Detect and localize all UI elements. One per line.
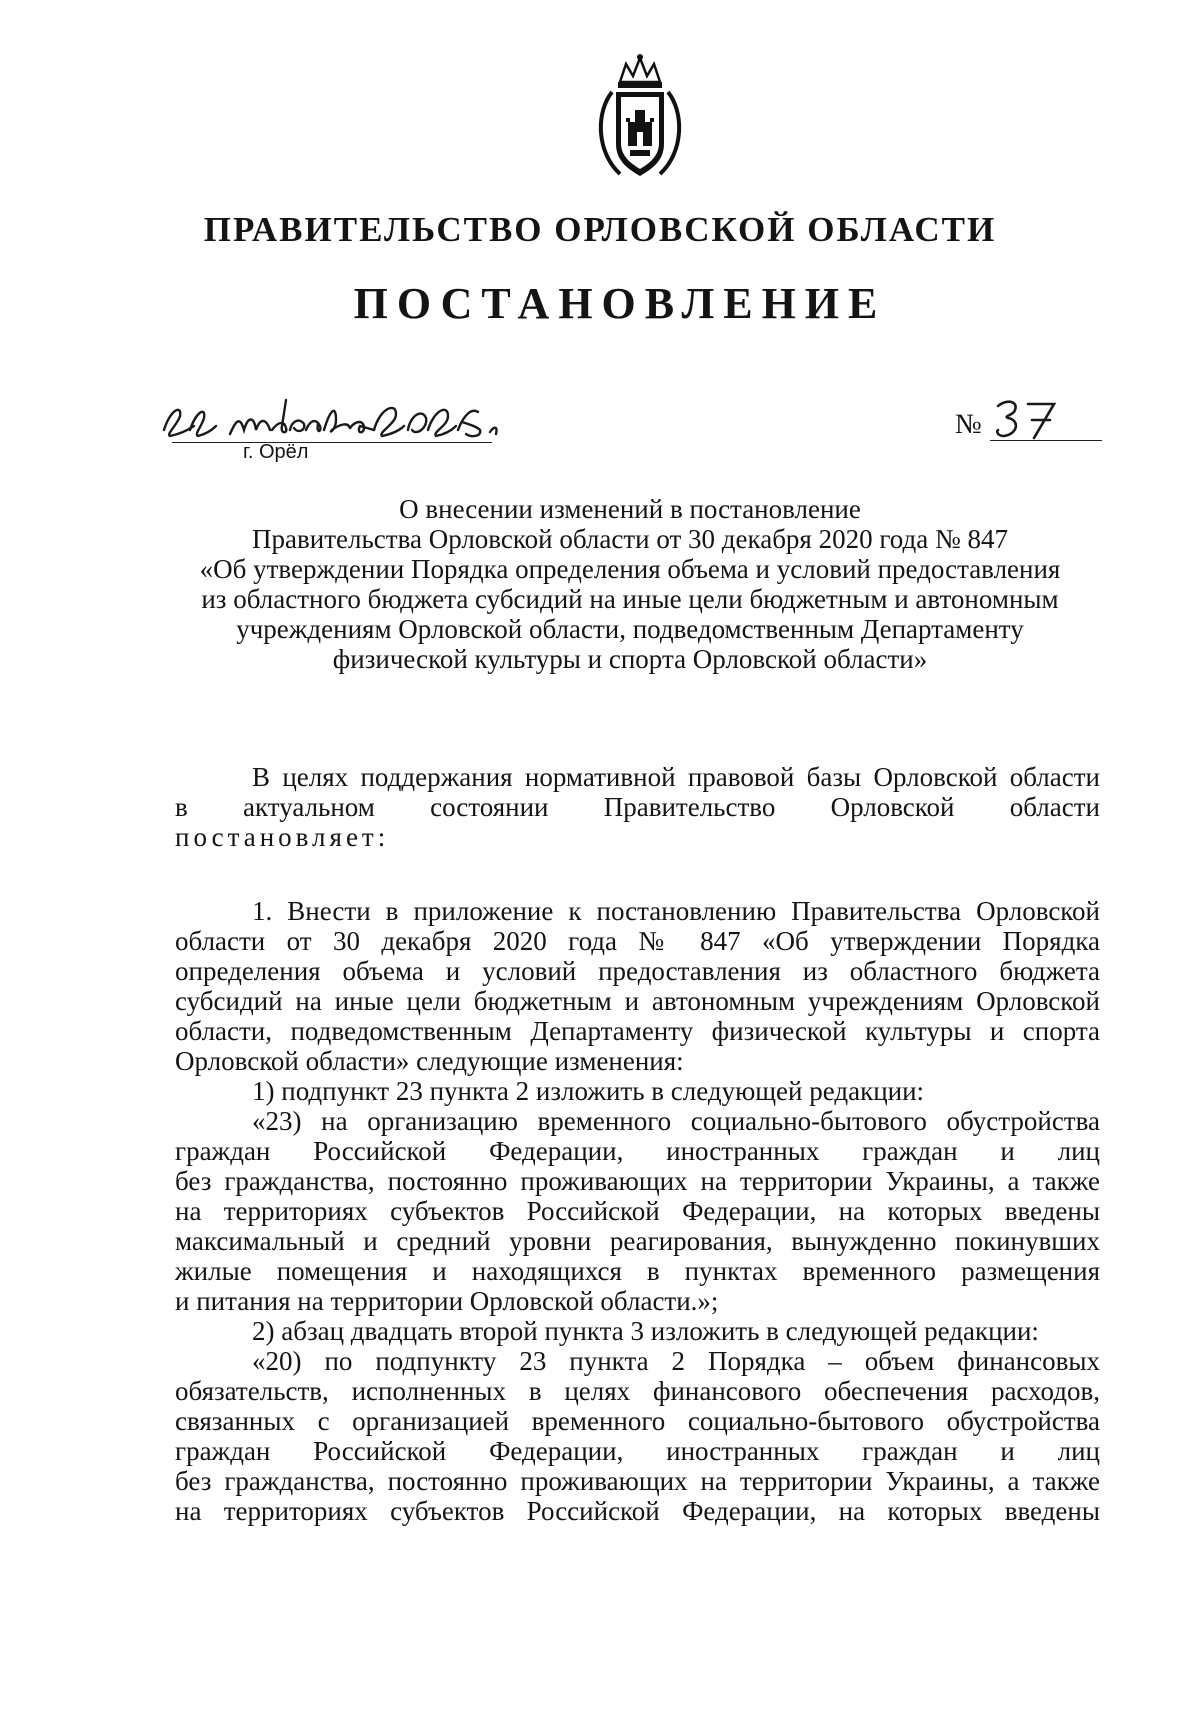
- handwritten-date: [160, 390, 505, 442]
- quote1-line: на территориях субъектов Российской Федерации, на которых введены: [175, 1196, 1100, 1226]
- document-subject: [160, 494, 1100, 674]
- quote1-line: жилые помещения и находящихся в пунктах временного размещения: [175, 1256, 1100, 1286]
- item1-line: Орловской области» следующие изменения:: [175, 1046, 684, 1076]
- document-type-heading: ПОСТАНОВЛЕНИЕ: [353, 279, 887, 328]
- government-title: ПРАВИТЕЛЬСТВО ОРЛОВСКОЙ ОБЛАСТИ: [203, 210, 997, 249]
- preamble-line: В целях поддержания нормативной правовой базы Орловской области: [252, 762, 1100, 792]
- handwritten-number: [992, 394, 1062, 442]
- quote2-line: без гражданства, постоянно проживающих на территории Украины, а также: [175, 1466, 1100, 1496]
- preamble-line: в актуальном состоянии Правительство Орловской области: [175, 792, 1100, 822]
- quote2-line: «20) по подпункту 23 пункта 2 Порядка – объем финансовых: [252, 1346, 1100, 1376]
- number-sign: №: [955, 409, 982, 440]
- subject-line: из областного бюджета субсидий на иные цели бюджетным и автономным: [201, 584, 1059, 614]
- quote2-line: обязательств, исполненных в целях финансового обеспечения расходов,: [175, 1376, 1100, 1406]
- subject-line: О внесении изменений в постановление: [399, 494, 861, 524]
- city-label: г. Орёл: [243, 441, 309, 463]
- preamble-resolves: постановляет:: [175, 822, 390, 852]
- quote2-line: на территориях субъектов Российской Федерации, на которых введены: [175, 1496, 1100, 1526]
- document-body: [175, 762, 1100, 1526]
- item1-line: 1. Внести в приложение к постановлению Правительства Орловской: [252, 896, 1100, 926]
- quote1-line: максимальный и средний уровни реагирования, вынужденно покинувших: [175, 1226, 1100, 1256]
- quote2-line: связанных с организацией временного социально-бытового обустройства: [175, 1406, 1100, 1436]
- item1-line: области, подведомственным Департаменту физической культуры и спорта: [175, 1016, 1100, 1046]
- item1-line: области от 30 декабря 2020 года № 847 «Об утверждении Порядка: [175, 926, 1100, 956]
- number-underline: [990, 440, 1102, 441]
- coat-of-arms-emblem: [590, 52, 690, 184]
- date-underline: [172, 442, 492, 443]
- subitem-2: 2) абзац двадцать второй пункта 3 изложить в следующей редакции:: [252, 1316, 1039, 1346]
- subject-line: Правительства Орловской области от 30 декабря 2020 года № 847: [252, 524, 1008, 554]
- quote1-line: «23) на организацию временного социально-бытового обустройства: [252, 1106, 1100, 1136]
- subject-line: учреждениям Орловской области, подведомственным Департаменту: [236, 614, 1024, 644]
- quote1-line: граждан Российской Федерации, иностранных граждан и лиц: [175, 1136, 1100, 1166]
- quote1-line: и питания на территории Орловской области.»;: [175, 1286, 719, 1316]
- subject-line: «Об утверждении Порядка определения объема и условий предоставления: [199, 554, 1061, 584]
- subject-line: физической культуры и спорта Орловской области»: [332, 644, 928, 674]
- quote2-line: граждан Российской Федерации, иностранных граждан и лиц: [175, 1436, 1100, 1466]
- quote1-line: без гражданства, постоянно проживающих на территории Украины, а также: [175, 1166, 1100, 1196]
- subitem-1: 1) подпункт 23 пункта 2 изложить в следующей редакции:: [252, 1076, 925, 1106]
- item1-line: субсидий на иные цели бюджетным и автономным учреждениям Орловской: [175, 986, 1100, 1016]
- item1-line: определения объема и условий предоставления из областного бюджета: [175, 956, 1100, 986]
